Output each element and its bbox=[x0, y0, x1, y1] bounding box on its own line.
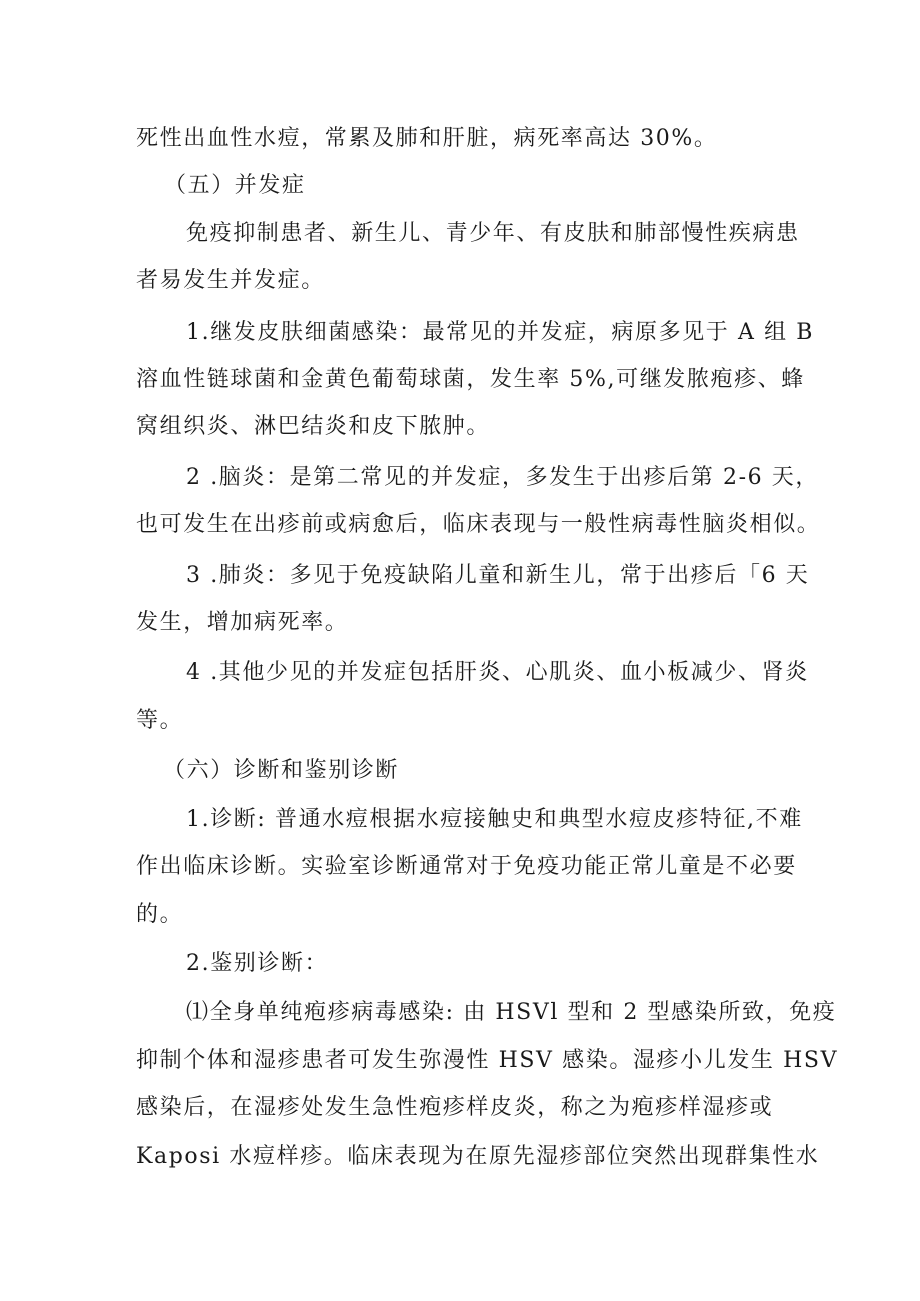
text-line: ⑴全身单纯疱疹病毒感染: 由 HSVl 型和 2 型感染所致，免疫 bbox=[186, 1000, 837, 1025]
text-line: 1.继发皮肤细菌感染：最常见的并发症，病原多见于 A 组 B bbox=[186, 320, 815, 345]
text-line: 死性出血性水痘，常累及肺和肝脏，病死率高达 30%。 bbox=[136, 126, 718, 151]
text-line: 3 .肺炎：多见于免疫缺陷儿童和新生儿，常于出疹后「6 天 bbox=[186, 563, 810, 588]
text-line: 者易发生并发症。 bbox=[136, 268, 325, 293]
text-line: 免疫抑制患者、新生儿、青少年、有皮肤和肺部慢性疾病患 bbox=[186, 221, 800, 246]
text-line: 1.诊断: 普通水痘根据水痘接触史和典型水痘皮疹特征,不难 bbox=[186, 807, 803, 832]
text-line: 溶血性链球菌和金黄色葡萄球菌，发生率 5%,可继发脓疱疹、蜂 bbox=[136, 367, 805, 392]
text-line: 4 .其他少见的并发症包括肝炎、心肌炎、血小板减少、肾炎 bbox=[186, 660, 809, 685]
section-heading: （五）并发症 bbox=[164, 173, 306, 198]
text-line: Kaposi 水痘样疹。临床表现为在原先湿疹部位突然出现群集性水 bbox=[136, 1144, 820, 1169]
text-line: 窝组织炎、淋巴结炎和皮下脓肿。 bbox=[136, 414, 491, 439]
text-line: 2 .脑炎：是第二常见的并发症，多发生于出疹后第 2-6 天， bbox=[186, 465, 819, 490]
section-heading: （六）诊断和鉴别诊断 bbox=[163, 758, 400, 783]
text-line: 发生，增加病死率。 bbox=[136, 610, 349, 635]
text-line: 感染后，在湿疹处发生急性疱疹样皮炎，称之为疱疹样湿疹或 bbox=[136, 1095, 774, 1120]
text-line: 等。 bbox=[136, 708, 184, 733]
text-line: 2.鉴别诊断： bbox=[186, 951, 329, 976]
text-line: 的。 bbox=[136, 902, 184, 927]
text-line: 作出临床诊断。实验室诊断通常对于免疫功能正常儿童是不必要 bbox=[136, 854, 797, 879]
text-line: 也可发生在出疹前或病愈后，临床表现与一般性病毒性脑炎相似。 bbox=[136, 512, 821, 537]
text-line: 抑制个体和湿疹患者可发生弥漫性 HSV 感染。湿疹小儿发生 HSV bbox=[136, 1048, 839, 1073]
